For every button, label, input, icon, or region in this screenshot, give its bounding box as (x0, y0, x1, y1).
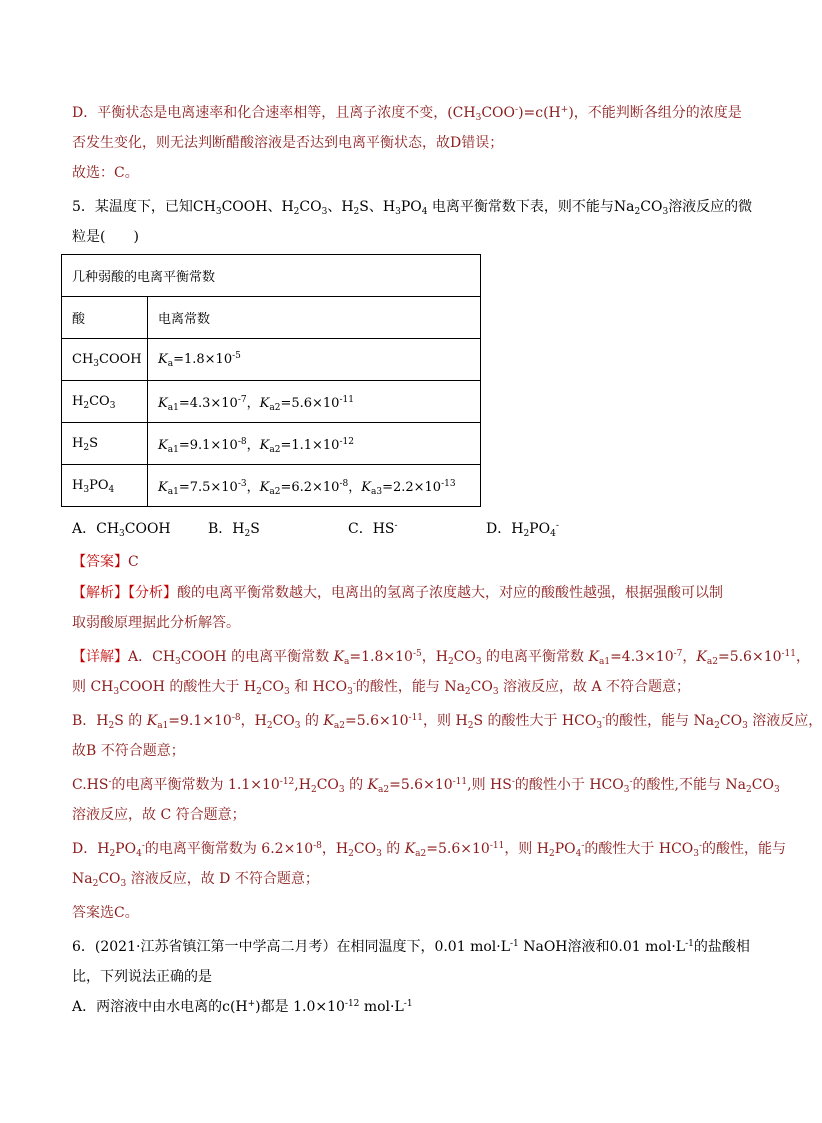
detail-line5: C.HS-的电离平衡常数为 $1.1\times 10^{-12},H_2CO_3$ 的 $K_{a2}=5.6\times 10^{-11}$,则 HS-的酸性小于 $HCO_3^-$的酸性,不能与 $Na_2CO_3$ (72, 777, 780, 795)
question-6-line1: 6．(2021·江苏省镇江第一中学高二月考）在相同温度下，0.01 $mol\cdot L^{-1}$ NaOH溶液和0.01 $mol\cdot L^{-1}$的盐酸相 (72, 939, 750, 955)
table-row (62, 339, 481, 381)
analysis-line1: 【解析】【分析】酸的电离平衡常数越大，电离出的氢离子浓度越大，对应的酸酸性越强，根据强酸可以制 (72, 585, 723, 601)
detail-line2: 则 $CH_3COOH$ 的酸性大于 $H_2CO_3$ 和 $HCO_3^-$的酸性，能与 $Na_2CO_3$ 溶液反应，故 A 不符合题意； (72, 679, 691, 697)
question-6-line2: 比，下列说法正确的是 (72, 969, 212, 985)
option-d-explanation-line2: 否发生变化，则无法判断醋酸溶液是否达到电离平衡状态，故D错误； (72, 135, 504, 151)
acid-ch3cooh: $CH_3COOH$ (62, 339, 148, 381)
question-5-line1: 5．某温度下，已知$CH_3COOH$、$H_2CO_3$、$H_2S$、$H_3PO_4$ 电离平衡常数下表，则不能与$Na_2CO_3$溶液反应的微 (72, 199, 753, 217)
question-6-option-a: A．两溶液中由水电离的c(H+)都是 $1.0\times 10^{-12}$ $mol\cdot L^{-1}$ (72, 999, 413, 1015)
option-d-explanation-line1: D．平衡状态是电离速率和化合速率相等，且离子浓度不变，$(CH_3COO^-)=c(H^+)$，不能判断各组分的浓度是 (72, 105, 742, 123)
question-5-line2: 粒是( ) (72, 229, 139, 245)
acid-h3po4: $H_3PO_4$ (62, 465, 148, 507)
ionization-constants-table (61, 254, 481, 507)
table-row (62, 423, 481, 465)
previous-conclusion: 故选：C。 (72, 165, 139, 181)
final-answer: 答案选C。 (72, 905, 139, 921)
table-caption: 几种弱酸的电离平衡常数 (62, 255, 481, 297)
table-row (62, 381, 481, 423)
acid-h2co3: $H_2CO_3$ (62, 381, 148, 423)
detail-line7: D．$H_2PO_4^-$的电离平衡常数为 $6.2\times 10^{-8}$，$H_2CO_3$ 的 $K_{a2}=5.6\times 10^{-11}$，则 $H_2PO_4^-$的酸性大于 $HCO_3^-$的酸性，能与 (72, 841, 787, 859)
detail-line1: 【详解】A．$CH_3COOH$ 的电离平衡常数 $K_a=1.8\times 10^{-5}$，$H_2CO_3$ 的电离平衡常数 $K_{a1}=4.3\times 10^{-7}$，$K_{a2}=5.6\times 10^{-11}$， (72, 649, 811, 667)
const-ch3cooh: $K_a=1.8\times 10^{-5}$ (148, 339, 481, 381)
table-row (62, 255, 481, 297)
table-row (62, 465, 481, 507)
detail-line6: 溶液反应，故 C 符合题意； (72, 807, 246, 823)
detail-line4: 故B 不符合题意； (72, 743, 185, 759)
acid-h2s: $H_2S$ (62, 423, 148, 465)
header-acid: 酸 (62, 297, 148, 339)
answer: 【答案】C (72, 554, 139, 570)
analysis-line2: 取弱酸原理据此分析解答。 (72, 615, 240, 631)
option-c: C．HS- (348, 521, 398, 537)
detail-line8: $Na_2CO_3$ 溶液反应，故 D 不符合题意； (72, 871, 319, 889)
table-row (62, 297, 481, 339)
option-a: A．$CH_3COOH$ (72, 521, 171, 539)
option-b: B．$H_2S$ (208, 521, 260, 539)
const-h3po4: $K_{a1}=7.5\times 10^{-3}$，$K_{a2}=6.2\times 10^{-8}$，$K_{a3}=2.2\times 10^{-13}$ (148, 465, 481, 507)
const-h2s: $K_{a1}=9.1\times 10^{-8}$，$K_{a2}=1.1\times 10^{-12}$ (148, 423, 481, 465)
option-d: D．$H_2PO_4^-$ (486, 521, 559, 539)
header-constant: 电离常数 (148, 297, 481, 339)
const-h2co3: $K_{a1}=4.3\times 10^{-7}$，$K_{a2}=5.6\times 10^{-11}$ (148, 381, 481, 423)
detail-line3: B．$H_2S$ 的 $K_{a1}=9.1\times 10^{-8}$，$H_2CO_3$ 的 $K_{a2}=5.6\times 10^{-11}$，则 $H_2S$ 的酸性大于 $HCO_3^-$的酸性，能与 $Na_2CO_3$ 溶液反应， (72, 713, 822, 731)
